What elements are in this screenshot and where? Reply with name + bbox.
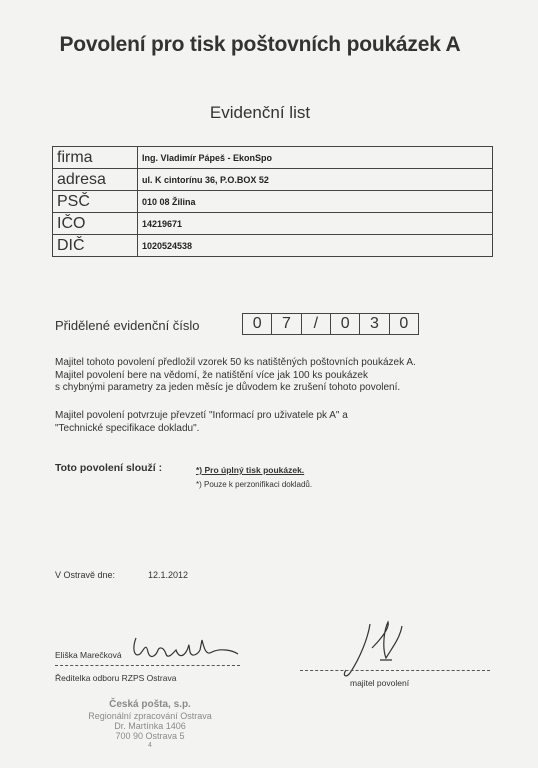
info-label: IČO — [53, 213, 138, 235]
info-label: PSČ — [53, 191, 138, 213]
info-row-address — [53, 169, 493, 191]
number-digit: 0 — [243, 314, 272, 334]
paragraph-line: s chybnými parametry za jeden měsíc je důvodem ke zrušení tohoto povolení. — [55, 382, 401, 393]
paragraph-line: Majitel tohoto povolení předložil vzorek 50 ks natištěných poštovních poukázek A. — [55, 357, 416, 368]
signatory-name: Eliška Marečková — [55, 650, 122, 660]
date-value: 12.1.2012 — [148, 570, 189, 580]
stamp-number: 4 — [148, 742, 152, 749]
info-row-postcode — [53, 191, 493, 213]
number-digit: 0 — [331, 314, 360, 334]
stamp-organization: Česká pošta, s.p. — [109, 699, 191, 710]
signatory-signature — [128, 630, 243, 665]
stamp-line: 700 90 Ostrava 5 — [115, 731, 185, 741]
info-row-dic — [53, 235, 493, 257]
info-label: firma — [53, 147, 138, 169]
info-value: 14219671 — [138, 213, 493, 235]
number-digit: / — [302, 314, 331, 334]
paragraph-line: Majitel povolení bere na vědomí, že natištění více jak 100 ks poukázek — [55, 369, 368, 381]
stamp-line: Regionální zpracování Ostrava — [88, 711, 212, 721]
info-row-firma — [53, 147, 493, 169]
number-digit: 7 — [272, 314, 301, 334]
signatory-role: Ředitelka odboru RZPS Ostrava — [55, 673, 177, 683]
info-value: ul. K cintorínu 36, P.O.BOX 52 — [138, 169, 493, 191]
purpose-label: Toto povolení slouží : — [55, 462, 163, 474]
paragraph-confirmation — [55, 410, 348, 435]
paragraph-conditions — [55, 357, 416, 395]
purpose-option-full-print: *) Pro úplný tisk poukázek. — [196, 465, 305, 475]
document-subtitle: Evidenční list — [209, 103, 311, 122]
assigned-number-label: Přidělené evidenční číslo — [55, 318, 200, 333]
signature-line-left — [55, 665, 240, 666]
info-label: adresa — [53, 169, 138, 191]
number-digit: 3 — [360, 314, 389, 334]
info-table — [52, 146, 493, 257]
purpose-option-personalization: *) Pouze k perzonifikaci dokladů. — [196, 480, 313, 489]
info-row-ico — [53, 213, 493, 235]
owner-signature-label: majitel povolení — [350, 678, 410, 688]
document-title: Povolení pro tisk poštovních poukázek A — [59, 33, 461, 56]
date-label: V Ostravě dne: — [55, 570, 116, 580]
paragraph-line: Majitel povolení potvrzuje převzetí "Informací pro uživatele pk A" a — [55, 410, 348, 421]
signature-line-right — [300, 670, 490, 671]
number-digit: 0 — [399, 315, 409, 332]
paragraph-line: "Technické specifikace dokladu". — [55, 422, 200, 434]
owner-signature — [330, 618, 410, 683]
info-value: 010 08 Žilina — [138, 191, 493, 213]
info-value: 1020524538 — [138, 235, 493, 257]
info-value: Ing. Vladimír Pápeš - EkonSpo — [138, 147, 493, 169]
stamp-line: Dr. Martínka 1406 — [114, 721, 186, 731]
info-label: DIČ — [53, 235, 138, 257]
assigned-number-boxes — [242, 313, 419, 335]
